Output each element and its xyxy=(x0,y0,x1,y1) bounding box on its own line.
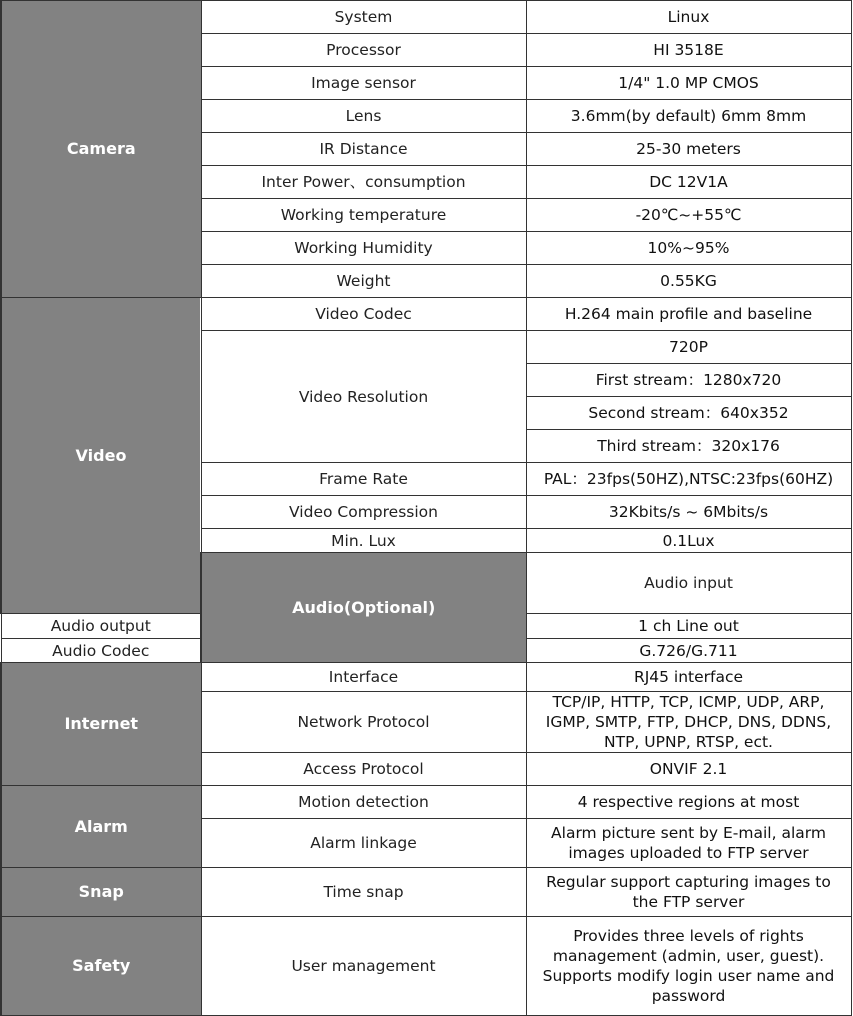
spec-value: TCP/IP, HTTP, TCP, ICMP, UDP, ARP, IGMP, SMTP, FTP, DHCP, DNS, DDNS, NTP, UPNP, RTSP, ect. xyxy=(526,692,851,753)
spec-value: 1 ch Line out xyxy=(526,614,851,639)
spec-value: 32Kbits/s ~ 6Mbits/s xyxy=(526,496,851,529)
spec-value: First stream：1280x720 xyxy=(526,364,851,397)
spec-value: PAL：23fps(50HZ),NTSC:23fps(60HZ) xyxy=(526,463,851,496)
category-snap: Snap xyxy=(1,868,201,917)
spec-label: Lens xyxy=(201,100,526,133)
spec-label: Time snap xyxy=(201,868,526,917)
spec-value: 4 respective regions at most xyxy=(526,786,851,819)
category-video: Video xyxy=(1,298,201,614)
spec-value: 1/4" 1.0 MP CMOS xyxy=(526,67,851,100)
spec-label: Processor xyxy=(201,34,526,67)
spec-label: Working Humidity xyxy=(201,232,526,265)
spec-label: Inter Power、consumption xyxy=(201,166,526,199)
spec-value: H.264 main profile and baseline xyxy=(526,298,851,331)
spec-value: -20℃~+55℃ xyxy=(526,199,851,232)
spec-label: Alarm linkage xyxy=(201,819,526,868)
spec-label: Network Protocol xyxy=(201,692,526,753)
spec-value: 720P xyxy=(526,331,851,364)
spec-value: HI 3518E xyxy=(526,34,851,67)
spec-value: DC 12V1A xyxy=(526,166,851,199)
spec-label: Frame Rate xyxy=(201,463,526,496)
spec-value: 0.55KG xyxy=(526,265,851,298)
spec-label: System xyxy=(201,1,526,34)
spec-label: Working temperature xyxy=(201,199,526,232)
spec-label: Audio output xyxy=(1,614,201,639)
spec-value: 3.6mm(by default) 6mm 8mm xyxy=(526,100,851,133)
spec-label: Audio input xyxy=(526,553,851,614)
table-row xyxy=(1,663,851,692)
spec-value: 25-30 meters xyxy=(526,133,851,166)
table-row xyxy=(1,868,851,917)
category-safety: Safety xyxy=(1,917,201,1016)
spec-label: Weight xyxy=(201,265,526,298)
spec-value: Second stream：640x352 xyxy=(526,397,851,430)
category-alarm: Alarm xyxy=(1,786,201,868)
spec-label: Video Compression xyxy=(201,496,526,529)
spec-value: Third stream：320x176 xyxy=(526,430,851,463)
spec-value: Regular support capturing images to the FTP server xyxy=(526,868,851,917)
spec-label: User management xyxy=(201,917,526,1016)
spec-value: 0.1Lux xyxy=(526,529,851,553)
category-camera: Camera xyxy=(1,1,201,298)
spec-value: RJ45 interface xyxy=(526,663,851,692)
table-row xyxy=(1,298,851,331)
category-internet: Internet xyxy=(1,663,201,786)
spec-label: Image sensor xyxy=(201,67,526,100)
spec-value: 10%~95% xyxy=(526,232,851,265)
table-row xyxy=(1,786,851,819)
category-audio: Audio(Optional) xyxy=(201,553,526,663)
spec-label: Video Codec xyxy=(201,298,526,331)
spec-label: Motion detection xyxy=(201,786,526,819)
spec-value: Provides three levels of rights management (admin, user, guest). Supports modify login user name and password xyxy=(526,917,851,1016)
spec-value: Linux xyxy=(526,1,851,34)
table-row xyxy=(1,1,851,34)
spec-label: Video Resolution xyxy=(201,331,526,463)
spec-label: Access Protocol xyxy=(201,753,526,786)
spec-value: Alarm picture sent by E-mail, alarm images uploaded to FTP server xyxy=(526,819,851,868)
table-row xyxy=(1,917,851,1016)
spec-label: IR Distance xyxy=(201,133,526,166)
spec-label: Audio Codec xyxy=(1,639,201,663)
spec-label: Min. Lux xyxy=(201,529,526,553)
spec-value: ONVIF 2.1 xyxy=(526,753,851,786)
spec-value: G.726/G.711 xyxy=(526,639,851,663)
spec-label: Interface xyxy=(201,663,526,692)
